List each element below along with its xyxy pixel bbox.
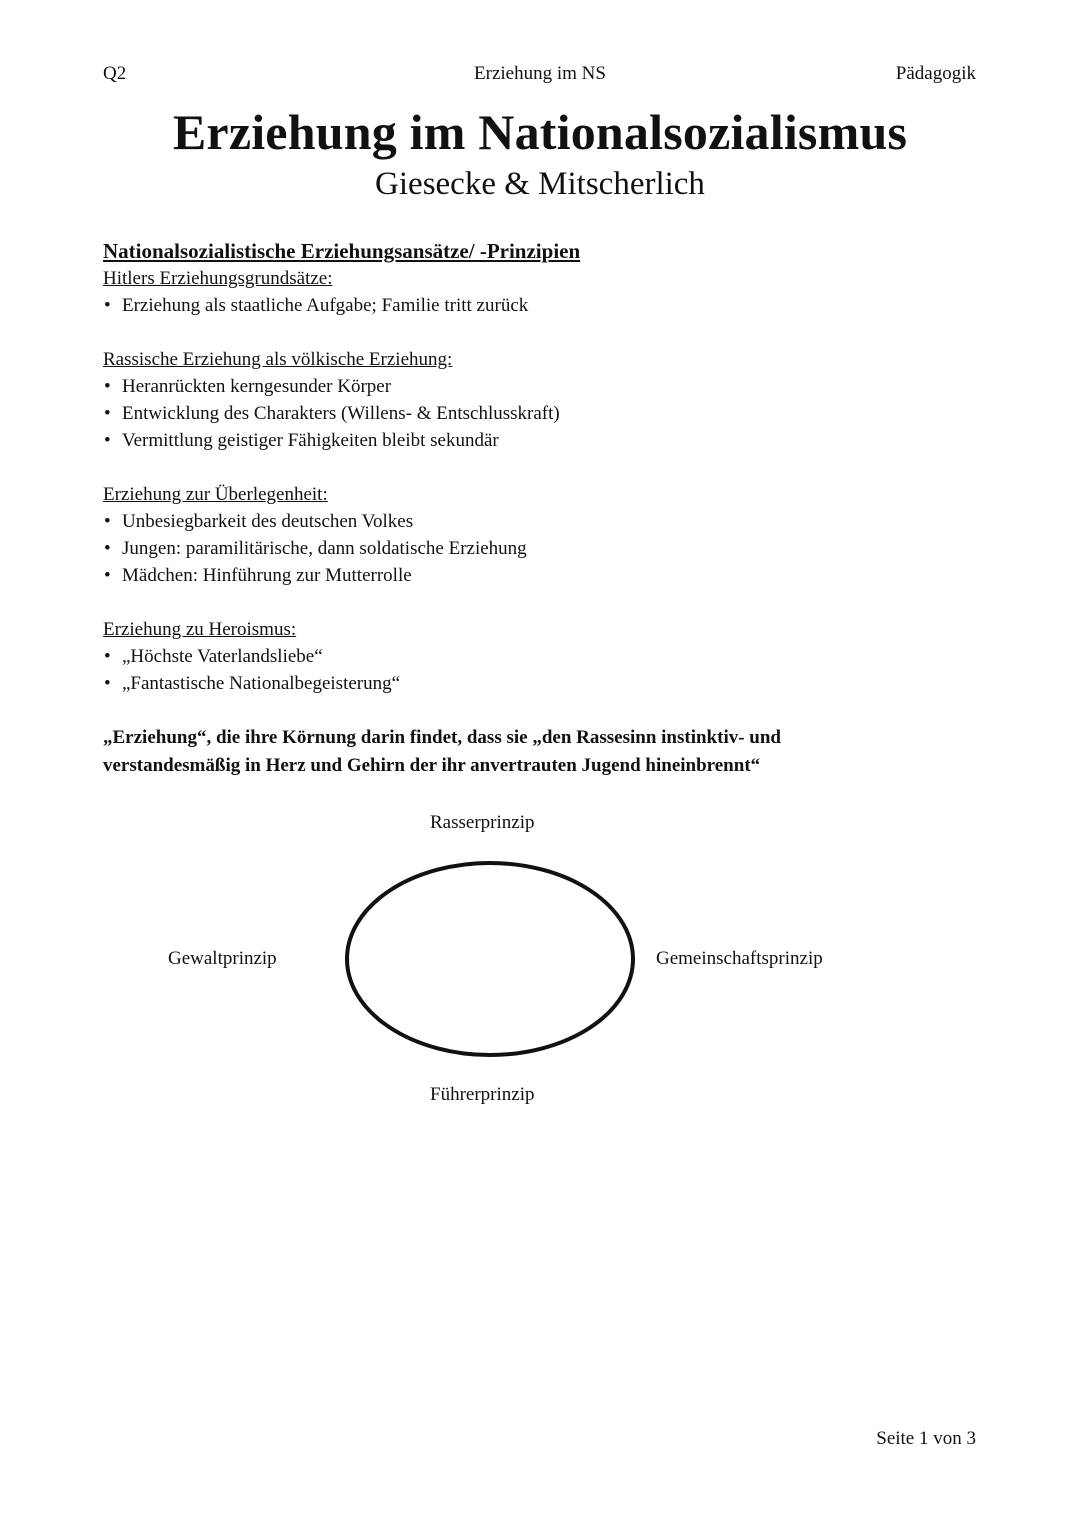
list-item [103,400,983,427]
quote-paragraph: „Erziehung“, die ihre Körnung darin findet, dass sie „den Rassesinn instinktiv- und verstandesmäßig in Herz und Gehirn der ihr anvertrauten Jugend hineinbrennt“ [103,727,781,776]
bullet-icon: • [104,511,111,532]
list-item [103,373,983,400]
bullet-list [103,373,983,454]
page-subtitle: Giesecke & Mitscherlich [375,166,705,202]
list-item [103,508,983,535]
diagram-label-left: Gewaltprinzip [168,948,277,969]
bullet-group [103,346,983,454]
list-item [103,427,983,454]
diagram-label-bottom: Führerprinzip [430,1084,535,1105]
header-topic: Erziehung im NS [474,63,606,84]
list-item-text: Mädchen: Hinführung zur Mutterrolle [122,565,412,586]
diagram-ellipse [340,855,640,1065]
list-item [103,643,983,670]
list-item [103,535,983,562]
group-title: Hitlers Erziehungsgrundsätze: [103,268,333,289]
bullet-group [103,616,983,697]
list-item-text: Heranrückten kerngesunder Körper [122,376,392,397]
page-title: Erziehung im Nationalsozialismus [172,104,908,160]
bullet-icon: • [104,646,111,667]
bullet-group [103,481,983,589]
list-item-text: Erziehung als staatliche Aufgabe; Familie tritt zurück [122,295,529,316]
list-item-text: „Fantastische Nationalbegeisterung“ [122,673,401,694]
list-item-text: Unbesiegbarkeit des deutschen Volkes [122,511,414,532]
bullet-list [103,508,983,589]
section-heading: Nationalsozialistische Erziehungsansätze/ -Prinzipien [103,239,581,263]
bullet-list [103,643,983,697]
list-item-text: Jungen: paramilitärische, dann soldatische Erziehung [122,538,527,559]
page-number: Seite 1 von 3 [876,1428,976,1449]
bullet-list [103,292,983,319]
diagram-label-right: Gemeinschaftsprinzip [656,948,823,969]
diagram-label-top: Rasserprinzip [430,812,535,833]
bullet-icon: • [104,673,111,694]
group-title: Erziehung zu Heroismus: [103,619,297,640]
ellipse-shape [347,863,633,1055]
list-item-text: Entwicklung des Charakters (Willens- & Entschlusskraft) [122,403,560,424]
principle-groups [103,265,983,697]
bullet-icon: • [104,376,111,397]
bullet-icon: • [104,565,111,586]
bullet-group [103,265,983,319]
header-course: Q2 [103,63,127,84]
list-item [103,670,983,697]
bullet-icon: • [104,430,111,451]
list-item-text: Vermittlung geistiger Fähigkeiten bleibt sekundär [122,430,499,451]
bullet-icon: • [104,403,111,424]
group-title: Rassische Erziehung als völkische Erziehung: [103,349,453,370]
list-item [103,292,983,319]
main-content [103,238,983,780]
group-title: Erziehung zur Überlegenheit: [103,484,328,505]
list-item-text: „Höchste Vaterlandsliebe“ [122,646,323,667]
header-subject: Pädagogik [895,63,976,84]
bullet-icon: • [104,295,111,316]
bullet-icon: • [104,538,111,559]
list-item [103,562,983,589]
